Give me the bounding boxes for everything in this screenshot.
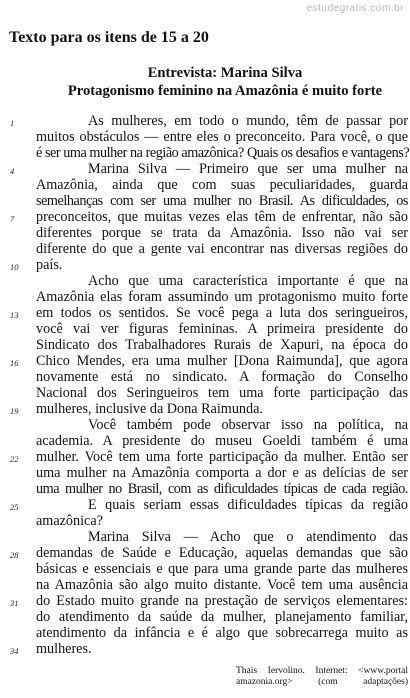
source-citation: amazonia.org> (com adaptações) xyxy=(236,677,408,687)
article-subtitle: Protagonismo feminino na Amazônia é muito forte xyxy=(67,83,383,99)
text-line: uma mulher no Brasil, com as dificuldades típicas de cada região. xyxy=(36,481,408,497)
text-line: você vai ver figuras femininas. A primeira presidente do xyxy=(36,321,408,337)
line-number: 28 xyxy=(10,550,19,560)
text-line: demandas de Saúde e Educação, aquelas demandas que são xyxy=(36,545,408,561)
text-line: Você também pode observar isso na política, na xyxy=(88,417,408,433)
text-line: mulheres, inclusive da Dona Raimunda. xyxy=(36,401,263,417)
text-line: Amazônia, ainda que com suas peculiaridades, guarda xyxy=(36,177,408,193)
line-number: 19 xyxy=(10,406,19,416)
text-line: preconceitos, que muitas vezes elas têm de enfrentar, não são xyxy=(36,209,408,225)
line-number: 4 xyxy=(10,166,15,176)
text-line: Acho que uma característica importante é que na xyxy=(88,273,408,289)
line-number: 1 xyxy=(10,118,15,128)
line-number: 16 xyxy=(10,358,19,368)
line-number: 34 xyxy=(10,646,19,656)
text-line: E quais seriam essas dificuldades típicas da região xyxy=(88,497,408,513)
text-line: amazônica? xyxy=(36,513,103,529)
text-line: na Amazônia são algo muito distante. Você tem uma ausência xyxy=(36,577,408,593)
text-line: uma mulher na Amazônia comporta a dor e as delícias de ser xyxy=(36,465,408,481)
text-line: semelhanças com ser uma mulher no Brasil. As dificuldades, os xyxy=(36,193,408,209)
text-line: mulher. Você tem uma forte participação da mulher. Então ser xyxy=(36,449,408,465)
text-line: do atendimento da saúde da mulher, planejamento familiar, xyxy=(36,609,408,625)
article-title: Entrevista: Marina Silva xyxy=(147,65,303,81)
text-line: Chico Mendes, era uma mulher [Dona Raimunda], que agora xyxy=(36,353,408,369)
section-heading: Texto para os itens de 15 a 20 xyxy=(9,29,209,46)
line-number: 25 xyxy=(10,502,19,512)
text-line: do Estado muito grande na prestação de serviços elementares: xyxy=(36,593,408,609)
text-line: Amazônia elas foram assumindo um protagonismo muito forte xyxy=(36,289,408,305)
line-number: 13 xyxy=(10,310,19,320)
text-line: em todos os sentidos. Se você pega a luta dos seringueiros, xyxy=(36,305,408,321)
line-number: 22 xyxy=(10,454,19,464)
text-line: diferentes porque se trata da Amazônia. Isso não vai ser xyxy=(36,225,408,241)
text-line: mulheres. xyxy=(36,641,92,657)
text-line: é ser uma mulher na região amazônica? Quais os desafios e vantagens? xyxy=(36,145,410,161)
text-line: país. xyxy=(36,257,63,273)
line-number: 10 xyxy=(10,262,19,272)
text-line: Marina Silva — Primeiro que ser uma mulher na xyxy=(88,161,408,177)
text-line: As mulheres, em todo o mundo, têm de passar por xyxy=(88,113,408,129)
watermark: estudegratis.com.br xyxy=(306,3,404,14)
text-line: novamente está no sindicato. A formação do Conselho xyxy=(36,369,408,385)
text-line: básicas e essenciais e que para uma grande parte das mulheres xyxy=(36,561,408,577)
line-number: 7 xyxy=(10,214,15,224)
text-line: Marina Silva — Acho que o atendimento das xyxy=(88,529,408,545)
text-line: atendimento da infância e é algo que sobrecarrega muito as xyxy=(36,625,408,641)
text-line: Nacional dos Seringueiros tem uma forte participação das xyxy=(36,385,408,401)
text-line: muitos obstáculos — entre eles o preconceito. Para você, o que xyxy=(36,129,408,145)
text-line: diferente do que a gente vai encontrar nas diversas regiões do xyxy=(36,241,408,257)
line-number: 31 xyxy=(10,598,19,608)
source-citation: Thais Iervolino. Internet: <www.portal xyxy=(236,666,408,676)
text-line: Sindicato dos Trabalhadores Rurais de Xapuri, na época do xyxy=(36,337,408,353)
text-line: academia. A presidente do museu Goeldi também é uma xyxy=(36,433,408,449)
